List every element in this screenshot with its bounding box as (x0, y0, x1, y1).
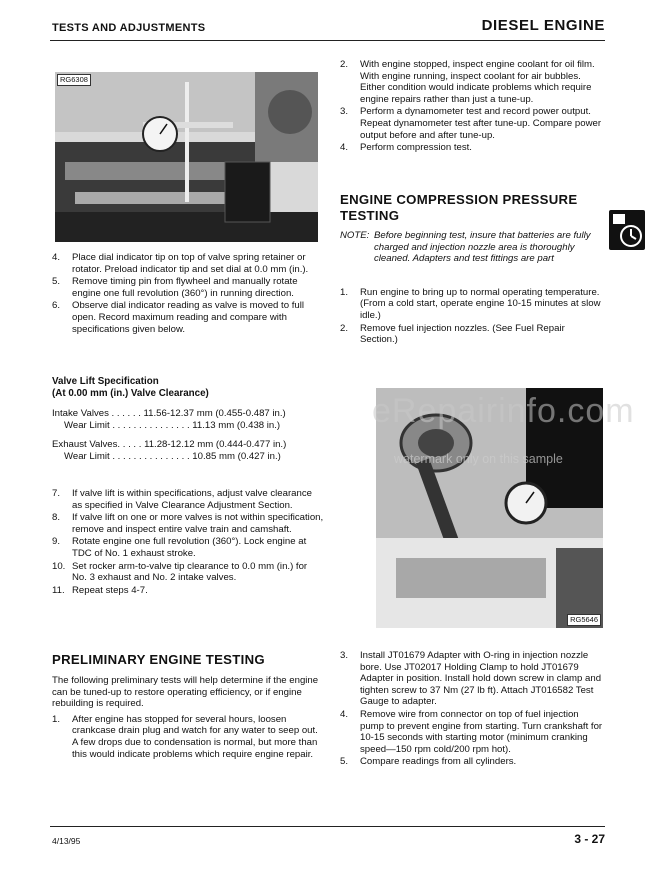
valve-lift-spec (52, 376, 324, 462)
spec-subtitle: (At 0.00 mm (in.) Valve Clearance) (52, 388, 209, 399)
step-text: Remove timing pin from flywheel and manually rotate engine one full revolution (360°) in running direction. (72, 276, 298, 299)
step-number: 3. (340, 106, 349, 118)
step-text: Run engine to bring up to normal operating temperature. (From a cold start, operate engine 10-15 minutes at slow idle.) (360, 286, 601, 321)
step-number: 11. (52, 584, 65, 596)
list-item (52, 714, 324, 760)
list-item (340, 650, 605, 708)
preliminary-section (52, 652, 324, 761)
list-item (340, 709, 605, 755)
list-item (340, 323, 605, 346)
spec-exhaust: Exhaust Valves. . . . . 11.28-12.12 mm (0.444-0.477 in.) (52, 439, 287, 451)
watermark-site: eRepairinfo.com (372, 392, 635, 430)
note-label: NOTE: (340, 230, 370, 241)
step-text: After engine has stopped for several hours, loosen crankcase drain plug and watch for any water to seep out. A few drops due to condensation is normal, but more than this would indicate problems which require engine repair. (72, 713, 318, 760)
step-number: 8. (52, 512, 61, 524)
step-text: If valve lift on one or more valves is not within specification, remove and inspect entire valve train and camshaft. (72, 512, 324, 535)
figure-tag-left: RG6308 (57, 74, 91, 86)
step-text: Set rocker arm-to-valve tip clearance to 0.0 mm (in.) for No. 3 exhaust and No. 2 intake valves. (72, 560, 308, 584)
list-item (340, 287, 605, 322)
step-number: 1. (340, 286, 349, 298)
list-item (52, 512, 324, 535)
step-text: Observe dial indicator reading as valve is moved to full open. Record maximum reading and compare with specifications given below. (72, 300, 304, 335)
step-number: 5. (340, 756, 349, 768)
watermark-notice: watermark only on this sample (394, 452, 563, 466)
spec-intake-wear: Wear Limit . . . . . . . . . . . . . . . 11.13 mm (0.438 in.) (64, 419, 281, 431)
step-text: Place dial indicator tip on top of valve spring retainer or rotator. Preload indicator tip and set dial at 0.0 mm (in.). (72, 252, 309, 275)
list-item (52, 488, 324, 511)
clock-engine-icon (609, 210, 645, 250)
left-steps2-list (52, 488, 324, 596)
step-number: 6. (52, 300, 61, 312)
left-steps2-block (52, 488, 324, 597)
footer-date: 4/13/95 (52, 836, 81, 846)
step-text: Rotate engine one full revolution (360°). Lock engine at TDC of No. 1 exhaust stroke. (72, 536, 307, 559)
list-item (340, 106, 605, 141)
step-number: 4. (340, 142, 349, 154)
left-steps-list (52, 252, 324, 335)
list-item (52, 300, 324, 335)
step-number: 2. (340, 59, 349, 70)
step-text: If valve lift is within specifications, adjust valve clearance as specified in Valve Clearance Adjustment Section. (72, 488, 312, 511)
list-item (340, 756, 605, 768)
section-label: TESTS AND ADJUSTMENTS (52, 22, 206, 34)
left-steps-block (52, 252, 324, 336)
step-number: 5. (52, 276, 61, 288)
step-text: With engine stopped, inspect engine coolant for oil film. With engine running, inspect coolant for air bubbles. Either condition would indicate problems which require engine repairs rather than just a tune-up. (360, 59, 595, 105)
step-number: 9. (52, 536, 61, 548)
step-number: 4. (340, 708, 349, 720)
page-title: DIESEL ENGINE (481, 17, 605, 34)
list-item (52, 585, 324, 597)
note-text: Before beginning test, insure that batteries are fully charged and injection nozzle area is thoroughly cleaned. Adapters and test fittings are part (374, 230, 591, 265)
right-steps-list (340, 59, 605, 154)
step-number: 1. (52, 713, 61, 725)
engine-photo-illustration (55, 72, 318, 242)
list-item (52, 276, 324, 299)
list-item (340, 142, 605, 154)
bottom-rule (50, 826, 605, 827)
step-number: 7. (52, 488, 61, 499)
spec-title: Valve Lift Specification (52, 376, 159, 387)
compression-steps-list (340, 287, 605, 346)
step-text: Perform compression test. (360, 142, 472, 154)
step-text: Remove fuel injection nozzles. (See Fuel Repair Section.) (360, 322, 565, 346)
step-text: Compare readings from all cylinders. (360, 756, 517, 768)
step-text: Perform a dynamometer test and record power output. Repeat dynamometer test after tune-up. Compare power output before and after tune-up. (360, 106, 602, 141)
dial-indicator-photo (55, 72, 318, 242)
compression-heading-line1: ENGINE COMPRESSION PRESSURE (340, 192, 578, 207)
list-item (52, 536, 324, 559)
compression-heading-line2: TESTING (340, 208, 400, 223)
preliminary-intro: The following preliminary tests will help determine if the engine can be tuned-up to restore operating efficiency, or if engine rebuilding is required. (52, 675, 319, 710)
compression-steps2-list (340, 650, 605, 768)
spec-exhaust-wear: Wear Limit . . . . . . . . . . . . . . . 10.85 mm (0.427 in.) (64, 450, 281, 462)
preliminary-steps-list (52, 714, 324, 760)
step-text: Repeat steps 4-7. (72, 584, 148, 596)
spec-intake: Intake Valves . . . . . . 11.56-12.37 mm (0.455-0.487 in.) (52, 408, 286, 419)
figure-tag-right: RG5646 (567, 614, 601, 626)
note-block (340, 230, 605, 265)
engine-section-icon (609, 210, 645, 250)
preliminary-heading: PRELIMINARY ENGINE TESTING (52, 652, 265, 667)
step-number: 3. (340, 650, 349, 661)
step-number: 4. (52, 252, 61, 263)
right-steps-block (340, 59, 605, 155)
page-number: 3 - 27 (574, 832, 605, 846)
list-item (52, 561, 324, 584)
list-item (340, 59, 605, 105)
list-item (52, 252, 324, 275)
top-rule (50, 40, 605, 41)
step-text: Install JT01679 Adapter with O-ring in injection nozzle bore. Use JT02017 Holding Clamp to hold JT01679 Adapter in position. Install hold down screw in clamp and tighten screw to 37 Nm (27 lb ft). Attach JT016582 Test Gauge to adapter. (360, 650, 602, 708)
step-number: 10. (52, 560, 66, 572)
compression-steps2-block (340, 650, 605, 769)
step-number: 2. (340, 322, 349, 334)
step-text: Remove wire from connector on top of fuel injection pump to prevent engine from starting. Turn crankshaft for 10-15 seconds with starting motor (minimum cranking speed—150 rpm cold/200 rpm hot). (360, 708, 603, 755)
compression-section (340, 192, 605, 347)
